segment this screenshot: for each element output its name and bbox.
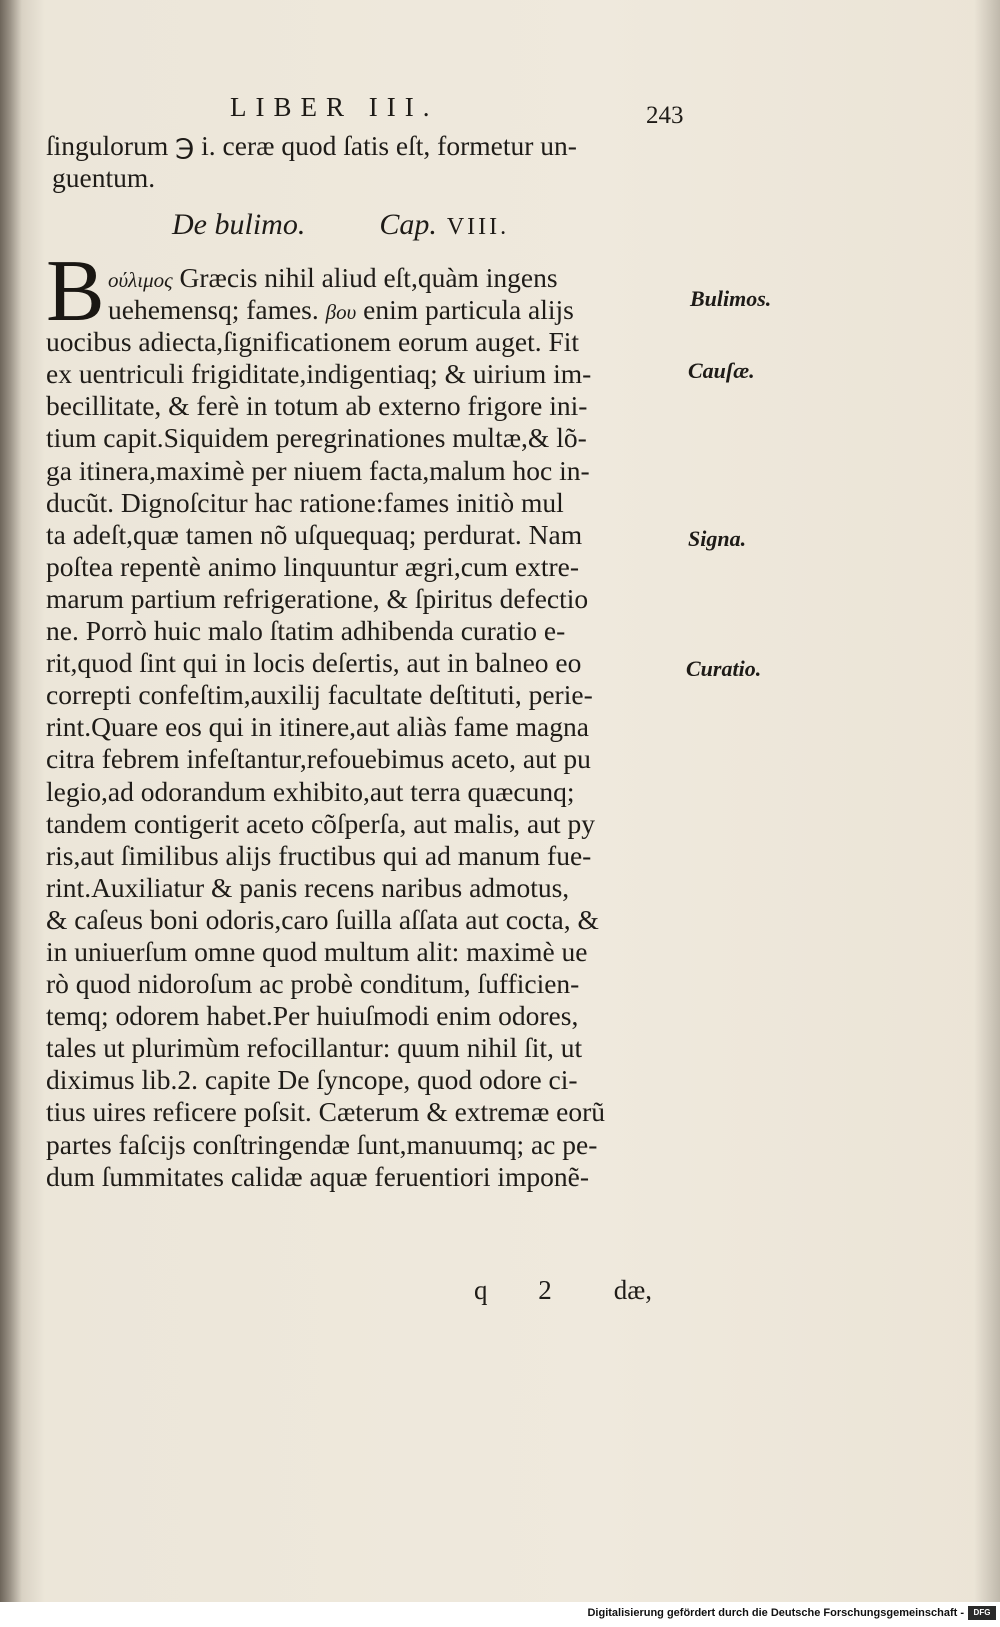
text-line: guentum. [52, 162, 156, 194]
footer-credit: Digitalisierung gefördert durch die Deutsche Forschungsgemeinschaft - [587, 1607, 964, 1619]
text-line: tales ut plurimùm refocillantur: quum nihil ſit, ut [46, 1032, 583, 1064]
text-line: ris,aut ſimilibus alijs fructibus qui ad manum fue- [46, 839, 592, 871]
text-line [46, 1193, 686, 1225]
text-line: uocibus adiecta,ſignificationem eorum auget. Fit [46, 326, 580, 358]
margin-note-causae: Cauſæ. [688, 358, 755, 383]
text-line: in uniuerſum omne quod multum alit: maximè ue [46, 935, 588, 967]
top-lines [46, 130, 676, 195]
text-line: ſingulorum ℈ i. ceræ quod ſatis eſt, formetur un- [46, 130, 577, 161]
margin-note-signa: Signa. [688, 526, 747, 551]
text-line: rint.Auxiliatur & panis recens naribus admotus, [46, 871, 570, 903]
text-line: legio,ad odorandum exhibito,aut terra quæcunq; [46, 775, 575, 807]
text-line: citra febrem infeſtantur,refouebimus aceto, aut pu [46, 743, 591, 775]
chapter-cap-label: Cap. [379, 208, 437, 241]
greek-prefix: βου [325, 300, 357, 325]
text-line: tium capit.Siquidem peregrinationes multæ,& lõ- [46, 422, 587, 454]
text-line: ta adeſt,quæ tamen nõ uſquequaq; perdurat. Nam [46, 518, 583, 550]
text-line: partes faſcijs conſtringendæ ſunt,manuumq; ac pe- [46, 1128, 598, 1160]
page-number: 243 [646, 102, 684, 129]
margin-note-bulimos: Bulimos. [690, 286, 772, 311]
greek-word: ούλιμος [108, 268, 173, 292]
signature-catchword [474, 1275, 652, 1306]
text-line: ne. Porrò huic malo ſtatim adhibenda curatio e- [46, 615, 566, 647]
digitization-footer [0, 1602, 1000, 1627]
text-line: marum partium refrigeratione, & ſpiritus defectio [46, 582, 589, 614]
text-line: ex uentriculi frigiditate,indigentiaq; & uirium im- [46, 358, 592, 390]
margin-note-curatio: Curatio. [686, 656, 762, 681]
drop-cap: B [46, 243, 105, 340]
text-line: becillitate, & ferè in totum ab externo frigore ini- [46, 390, 588, 422]
text-line: correpti confeſtim,auxilij facultate deſtituti, perie- [46, 679, 593, 711]
signature-mark: q 2 [474, 1275, 574, 1305]
text-line: tandem contigerit aceto cõſperſa, aut malis, aut py [46, 807, 596, 839]
text-line: tius uires reficere poſsit. Cæterum & extremæ eorũ [46, 1096, 606, 1128]
text-line: & caſeus boni odoris,caro ſuilla aſſata aut cocta, & [46, 903, 599, 935]
text-line [46, 1225, 686, 1257]
text-line: temq; odorem habet.Per huiuſmodi enim odores, [46, 1000, 579, 1032]
text-line: dum ſummitates calidæ aquæ feruentiori imponẽ- [46, 1160, 590, 1192]
chapter-heading [172, 208, 509, 242]
catchword: dæ, [613, 1275, 653, 1305]
text-line: diximus lib.2. capite De ſyncope, quod odore ci- [46, 1064, 578, 1096]
text-line: ga itinera,maximè per niuem facta,malum hoc in- [46, 454, 590, 486]
chapter-number: VIII. [446, 214, 510, 240]
text-line-first: ούλιμος Græcis nihil aliud eſt,quàm ingens [108, 262, 558, 293]
text-line: ducũt. Dignoſcitur hac ratione:fames initiò mul [46, 486, 564, 518]
chapter-title: De bulimo. [172, 208, 306, 241]
dfg-logo-icon: DFG [968, 1606, 996, 1620]
running-head: LIBER III. [230, 92, 439, 122]
text-line: rit,quod ſint qui in locis deſertis, aut in balneo eo [46, 647, 582, 679]
text-line: poſtea repentè animo linquuntur ægri,cum extre- [46, 550, 580, 582]
text-line: rint.Quare eos qui in itinere,aut aliàs fame magna [46, 711, 589, 743]
chapter-body [46, 262, 686, 1257]
text-line-second: uehemensq; fames. βου enim particula alijs [108, 294, 574, 326]
text-line: rò quod nidoroſum ac probè conditum, ſufficien- [46, 968, 580, 1000]
